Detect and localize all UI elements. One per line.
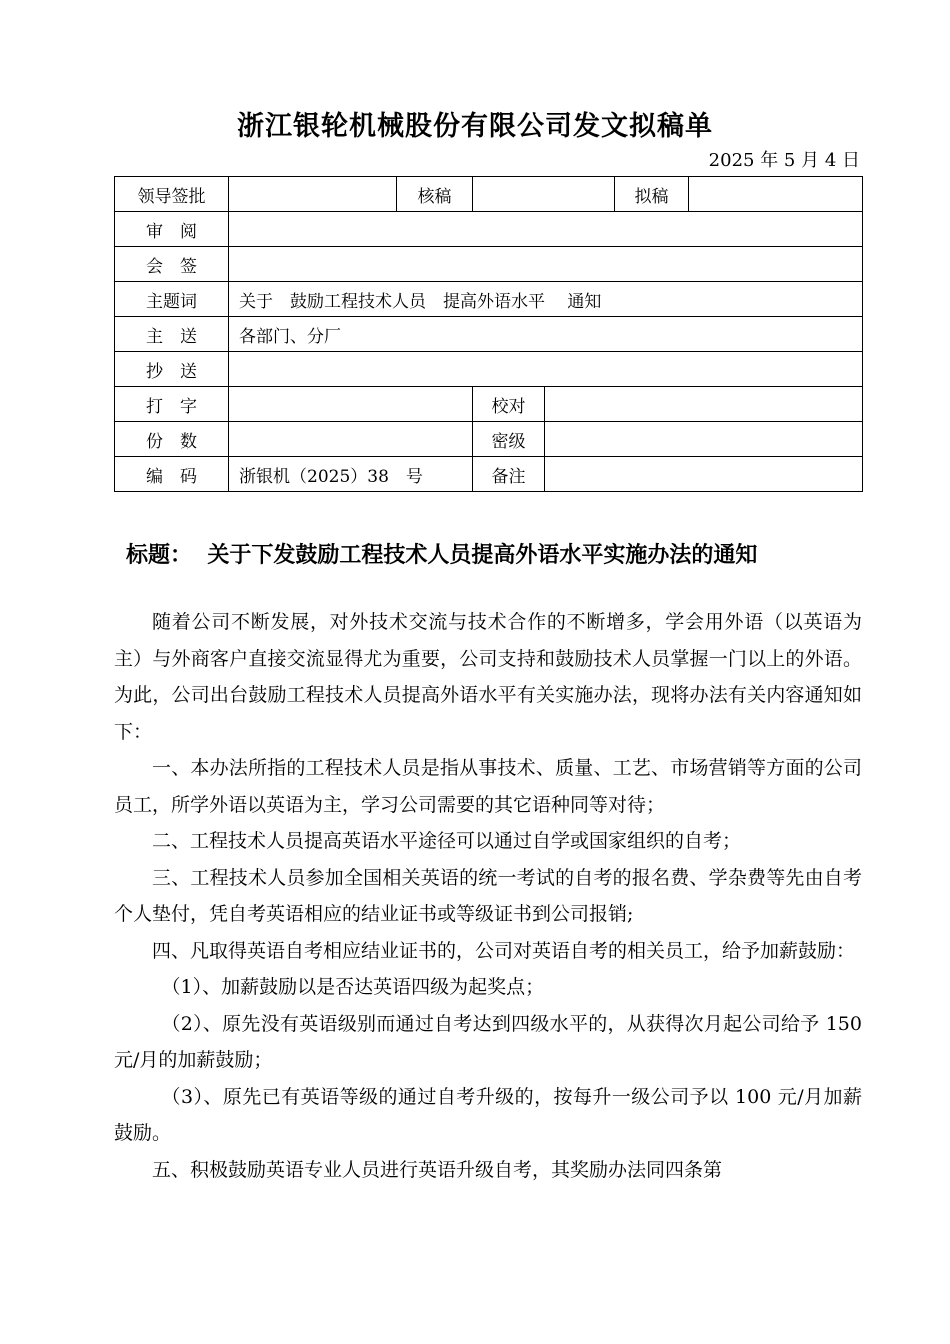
form-row-copies bbox=[115, 422, 863, 457]
leader-sign-label: 领导签批 bbox=[115, 177, 229, 212]
remarks-label: 备注 bbox=[473, 457, 545, 492]
form-row-review bbox=[115, 212, 863, 247]
document-body bbox=[114, 604, 862, 1188]
body-paragraph-1: 一、本办法所指的工程技术人员是指从事技术、质量、工艺、市场营销等方面的公司员工，所学外语以英语为主，学习公司需要的其它语种同等对待； bbox=[114, 757, 862, 816]
security-cell[interactable] bbox=[545, 422, 863, 457]
copy-to-cell[interactable] bbox=[229, 352, 863, 387]
form-row-main-send bbox=[115, 317, 863, 352]
proofread-cell[interactable] bbox=[545, 387, 863, 422]
remarks-cell[interactable] bbox=[545, 457, 863, 492]
review-cell[interactable] bbox=[229, 212, 863, 247]
form-row-copy-to bbox=[115, 352, 863, 387]
body-subitem-2: （2）、原先没有英语级别而通过自考达到四级水平的，从获得次月起公司给予 150 元/月的加薪鼓励； bbox=[114, 1012, 862, 1071]
countersign-label: 会 签 bbox=[115, 247, 229, 282]
document-date: 2025 年 5 月 4 日 bbox=[708, 150, 860, 171]
body-paragraph-3: 三、工程技术人员参加全国相关英语的统一考试的自考的报名费、学杂费等先由自考个人垫付，凭自考英语相应的结业证书或等级证书到公司报销; bbox=[114, 866, 862, 925]
main-send-value: 各部门、分厂 bbox=[229, 317, 863, 352]
draft-cell[interactable] bbox=[689, 177, 863, 212]
body-subitem-3: （3）、原先已有英语等级的通过自考升级的，按每升一级公司予以 100 元/月加薪鼓励。 bbox=[114, 1085, 862, 1144]
form-row-countersign bbox=[115, 247, 863, 282]
leader-sign-cell[interactable] bbox=[229, 177, 397, 212]
check-label: 核稿 bbox=[397, 177, 473, 212]
document-title: 浙江银轮机械股份有限公司发文拟稿单 bbox=[237, 111, 713, 142]
form-row-code bbox=[115, 457, 863, 492]
typing-label: 打 字 bbox=[115, 387, 229, 422]
countersign-cell[interactable] bbox=[229, 247, 863, 282]
proofread-label: 校对 bbox=[473, 387, 545, 422]
form-row-keywords bbox=[115, 282, 863, 317]
draft-label: 拟稿 bbox=[615, 177, 689, 212]
document-subject: 标题： 关于下发鼓励工程技术人员提高外语水平实施办法的通知 bbox=[126, 543, 758, 568]
body-paragraph-4: 四、凡取得英语自考相应结业证书的，公司对英语自考的相关员工，给予加薪鼓励： bbox=[152, 939, 856, 962]
body-paragraph-5: 五、积极鼓励英语专业人员进行英语升级自考，其奖励办法同四条第 bbox=[152, 1158, 723, 1181]
copy-to-label: 抄 送 bbox=[115, 352, 229, 387]
review-label: 审 阅 bbox=[115, 212, 229, 247]
main-send-label: 主 送 bbox=[115, 317, 229, 352]
draft-form-table bbox=[114, 176, 863, 492]
form-row-approval bbox=[115, 177, 863, 212]
check-cell[interactable] bbox=[473, 177, 615, 212]
copies-cell[interactable] bbox=[229, 422, 473, 457]
code-value: 浙银机（2025）38 号 bbox=[229, 457, 473, 492]
body-paragraph-2: 二、工程技术人员提高英语水平途径可以通过自学或国家组织的自考； bbox=[152, 830, 742, 852]
body-subitem-1: （1）、加薪鼓励以是否达英语四级为起奖点； bbox=[161, 976, 545, 998]
body-paragraph-intro: 随着公司不断发展，对外技术交流与技术合作的不断增多，学会用外语（以英语为主）与外商客户直接交流显得尤为重要，公司支持和鼓励技术人员掌握一门以上的外语。为此，公司出台鼓励工程技术人员提高外语水平有关实施办法，现将办法有关内容通知如下： bbox=[114, 611, 862, 743]
code-label: 编 码 bbox=[115, 457, 229, 492]
keywords-value: 关于 鼓励工程技术人员 提高外语水平 通知 bbox=[229, 282, 863, 317]
copies-label: 份 数 bbox=[115, 422, 229, 457]
form-row-typing bbox=[115, 387, 863, 422]
security-label: 密级 bbox=[473, 422, 545, 457]
typing-cell[interactable] bbox=[229, 387, 473, 422]
keywords-label: 主题词 bbox=[115, 282, 229, 317]
